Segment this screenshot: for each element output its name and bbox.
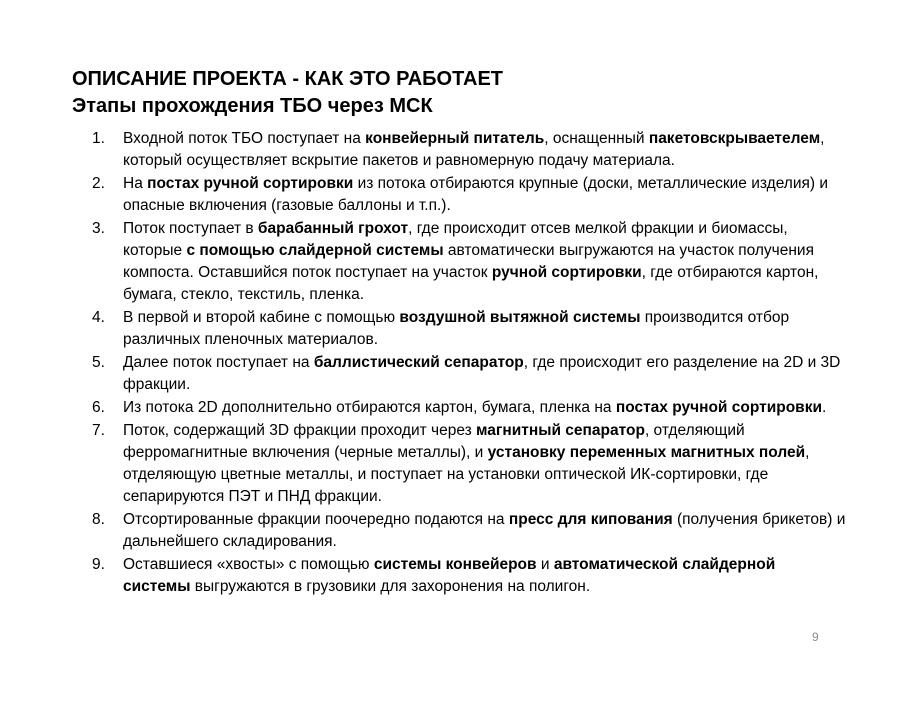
list-item-number: 6. (92, 398, 105, 416)
bold-term: магнитный сепаратор (476, 421, 645, 439)
list-item-number: 1. (92, 130, 105, 147)
text-run: (получения брикетов) и дальнейшего складирования. (123, 510, 846, 551)
bold-term: постах ручной сортировки (147, 174, 354, 192)
bold-term: воздушной вытяжной системы (399, 309, 641, 327)
list-item (72, 173, 847, 217)
text-run: выгружаются в грузовики для захоронения на полигон. (190, 578, 591, 596)
list-item-number: 7. (92, 421, 105, 439)
text-run: Поток поступает в (123, 219, 258, 237)
text-run: На (123, 174, 148, 192)
text-run: производится отбор различных пленочных материалов. (123, 309, 790, 349)
text-run: автоматически выгружаются на участок получения компоста. Оставшийся поток поступает на участок (123, 242, 814, 282)
bold-term: пакетовскрываетелем (648, 130, 821, 147)
text-run: и (536, 555, 554, 573)
bold-term: ручной сортировки (491, 264, 642, 282)
text-run: , который осуществляет вскрытие пакетов и равномерную подачу материала. (123, 130, 825, 170)
bold-term: установку переменных магнитных полей (487, 443, 806, 461)
text-run: , отделяющий ферромагнитные включения (черные металлы), и (123, 421, 745, 461)
list-item (72, 509, 847, 553)
text-run: . (821, 398, 827, 416)
bold-term: постах ручной сортировки (615, 398, 822, 416)
text-run: Из потока 2D дополнительно отбираются картон, бумага, пленка на (123, 398, 616, 416)
text-run: , где происходит отсев мелкой фракции и биомассы, которые (123, 219, 788, 260)
bold-term: барабанный грохот (257, 219, 409, 237)
list-item-number: 3. (92, 219, 105, 237)
bold-term: баллистический сепаратор (313, 354, 524, 372)
bold-term: с помощью слайдерной системы (186, 242, 444, 260)
bold-term: конвейерный питатель (365, 130, 545, 147)
slide-subtitle: Этапы прохождения ТБО через МСК (72, 95, 433, 117)
list-item-number: 9. (92, 555, 105, 573)
text-run: Входной поток ТБО поступает на (123, 130, 366, 147)
list-item (72, 352, 847, 396)
text-run: В первой и второй кабине с помощью (123, 309, 400, 327)
list-item (72, 218, 847, 307)
list-item-number: 8. (92, 510, 105, 528)
steps-list (72, 128, 847, 599)
text-run: из потока отбираются крупные (доски, металлические изделия) и опасные включения (газовые баллоны и т.п.). (123, 174, 829, 215)
list-item-number: 2. (92, 174, 105, 192)
list-item (72, 420, 847, 509)
list-item (72, 307, 847, 351)
bold-term: автоматической слайдерной системы (123, 555, 776, 596)
text-run: , где происходит его разделение на 2D и 3D фракции. (123, 354, 841, 394)
bold-term: системы конвейеров (373, 555, 537, 573)
list-item (72, 128, 847, 172)
text-run: , отделяющую цветные металлы, и поступает на установки оптической ИК-сортировки, где сепарируются ПЭТ и ПНД фракции. (123, 443, 810, 506)
text-run: Отсортированные фракции поочередно подаются на (123, 510, 509, 528)
bold-term: пресс для кипования (508, 510, 673, 528)
list-item (72, 554, 847, 598)
text-run: , оснащенный (544, 130, 649, 147)
text-run: Поток, содержащий 3D фракции проходит через (123, 421, 477, 439)
slide-title: ОПИСАНИЕ ПРОЕКТА - КАК ЭТО РАБОТАЕТ (72, 68, 504, 90)
text-run: , где отбираются картон, бумага, стекло, текстиль, пленка. (123, 264, 819, 304)
list-item-number: 5. (92, 354, 105, 372)
list-item (72, 397, 847, 419)
text-run: Далее поток поступает на (123, 354, 314, 372)
page-number: 9 (812, 630, 819, 644)
text-run: Оставшиеся «хвосты» с помощью (123, 555, 374, 573)
list-item-number: 4. (92, 309, 105, 327)
